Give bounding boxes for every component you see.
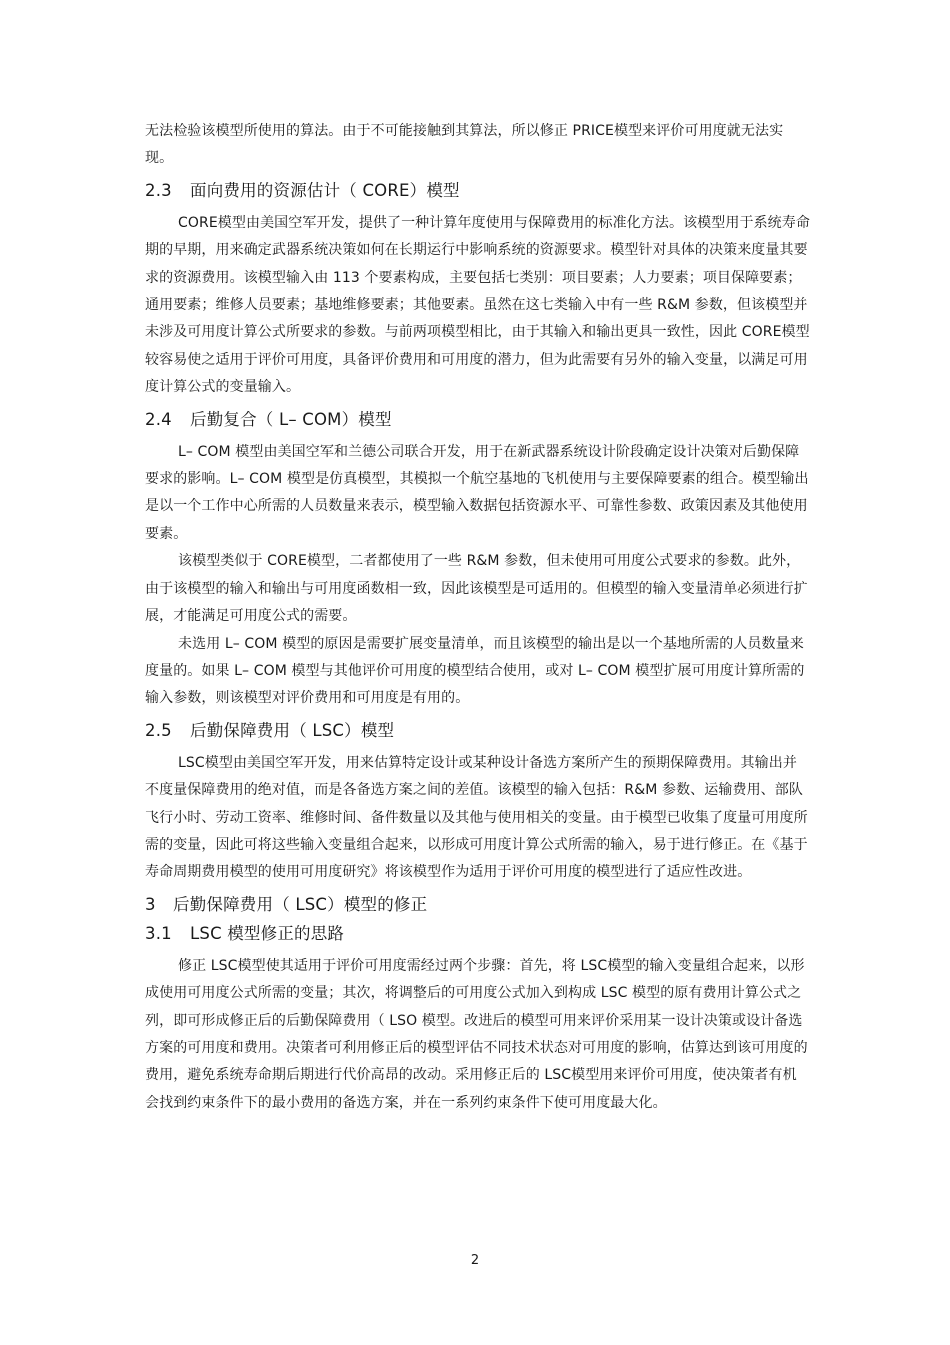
section-number: 3 (145, 894, 156, 914)
section-heading-3 (145, 895, 810, 915)
section-heading-3-1 (145, 924, 810, 944)
section-number: 2.5 (145, 720, 172, 740)
section-title: 后勤复合（ L– COM）模型 (190, 409, 392, 429)
section-heading-2-5 (145, 721, 810, 741)
page-content (145, 118, 810, 1117)
section-number: 3.1 (145, 923, 172, 943)
page-number: 2 (470, 1253, 480, 1268)
continuation-paragraph: 无法检验该模型所使用的算法。由于不可能接触到其算法，所以修正 PRICE模型来评价可用度就无法实现。 (145, 123, 784, 167)
section-number: 2.3 (145, 180, 172, 200)
paragraph: 该模型类似于 CORE模型，二者都使用了一些 R&M 参数，但未使用可用度公式要求的参数。此外，由于该模型的输入和输出与可用度函数相一致，因此该模型是可适用的。但模型的输入变量清单必须进行扩展，才能满足可用度公式的需要。 (145, 553, 808, 625)
section-number: 2.4 (145, 409, 172, 429)
section-heading-2-4 (145, 410, 810, 430)
section-title: 后勤保障费用（ LSC）模型 (190, 720, 395, 740)
paragraph: 未选用 L– COM 模型的原因是需要扩展变量清单，而且该模型的输出是以一个基地所需的人员数量来度量的。如果 L– COM 模型与其他评价可用度的模型结合使用，或对 L– COM 模型扩展可用度计算所需的输入参数，则该模型对评价费用和可用度是有用的。 (145, 635, 805, 707)
section-title: LSC 模型修正的思路 (190, 923, 345, 943)
paragraph: 修正 LSC模型使其适用于评价可用度需经过两个步骤：首先，将 LSC模型的输入变量组合起来，以形成使用可用度公式所需的变量；其次，将调整后的可用度公式加入到构成 LSC 模型的原有费用计算公式之列，即可形成修正后的后勤保障费用（ LSO 模型。改进后的模型可用来评价采用某一设计决策或设计备选方案的可用度和费用。决策者可利用修正后的模型评估不同技术状态对可用度的影响，估算达到该可用度的费用，避免系统寿命期后期进行代价高昂的改动。采用修正后的 LSC模型用来评价可用度，使决策者有机会找到约束条件下的最小费用的备选方案，并在一系列约束条件下使可用度最大化。 (145, 957, 808, 1111)
section-title: 后勤保障费用（ LSC）模型的修正 (173, 894, 428, 914)
paragraph: CORE模型由美国空军开发，提供了一种计算年度使用与保障费用的标准化方法。该模型用于系统寿命期的早期，用来确定武器系统决策如何在长期运行中影响系统的资源要求。模型针对具体的决策来度量其要求的资源费用。该模型输入由 113 个要素构成，主要包括七类别：项目要素；人力要素；项目保障要素；通用要素；维修人员要素；基地维修要素；其他要素。虽然在这七类输入中有一些 R&M 参数，但该模型并未涉及可用度计算公式所要求的参数。与前两项模型相比，由于其输入和输出更具一致性，因此 CORE模型较容易使之适用于评价可用度，具备评价费用和可用度的潜力，但为此需要有另外的输入变量，以满足可用度计算公式的变量输入。 (145, 214, 810, 396)
paragraph: LSC模型由美国空军开发，用来估算特定设计或某种设计备选方案所产生的预期保障费用。其输出并不度量保障费用的绝对值，而是各备选方案之间的差值。该模型的输入包括：R&M 参数、运输费用、部队飞行小时、劳动工资率、维修时间、备件数量以及其他与使用相关的变量。由于模型已收集了度量可用度所需的变量，因此可将这些输入变量组合起来，以形成可用度计算公式所需的输入，易于进行修正。在《基于寿命周期费用模型的使用可用度研究》将该模型作为适用于评价可用度的模型进行了适应性改进。 (145, 754, 808, 881)
paragraph: L– COM 模型由美国空军和兰德公司联合开发，用于在新武器系统设计阶段确定设计决策对后勤保障要求的影响。L– COM 模型是仿真模型，其模拟一个航空基地的飞机使用与主要保障要素的组合。模型输出是以一个工作中心所需的人员数量来表示，模型输入数据包括资源水平、可靠性参数、政策因素及其他使用要素。 (145, 443, 809, 542)
section-heading-2-3 (145, 181, 810, 201)
section-title: 面向费用的资源估计（ CORE）模型 (190, 180, 460, 200)
